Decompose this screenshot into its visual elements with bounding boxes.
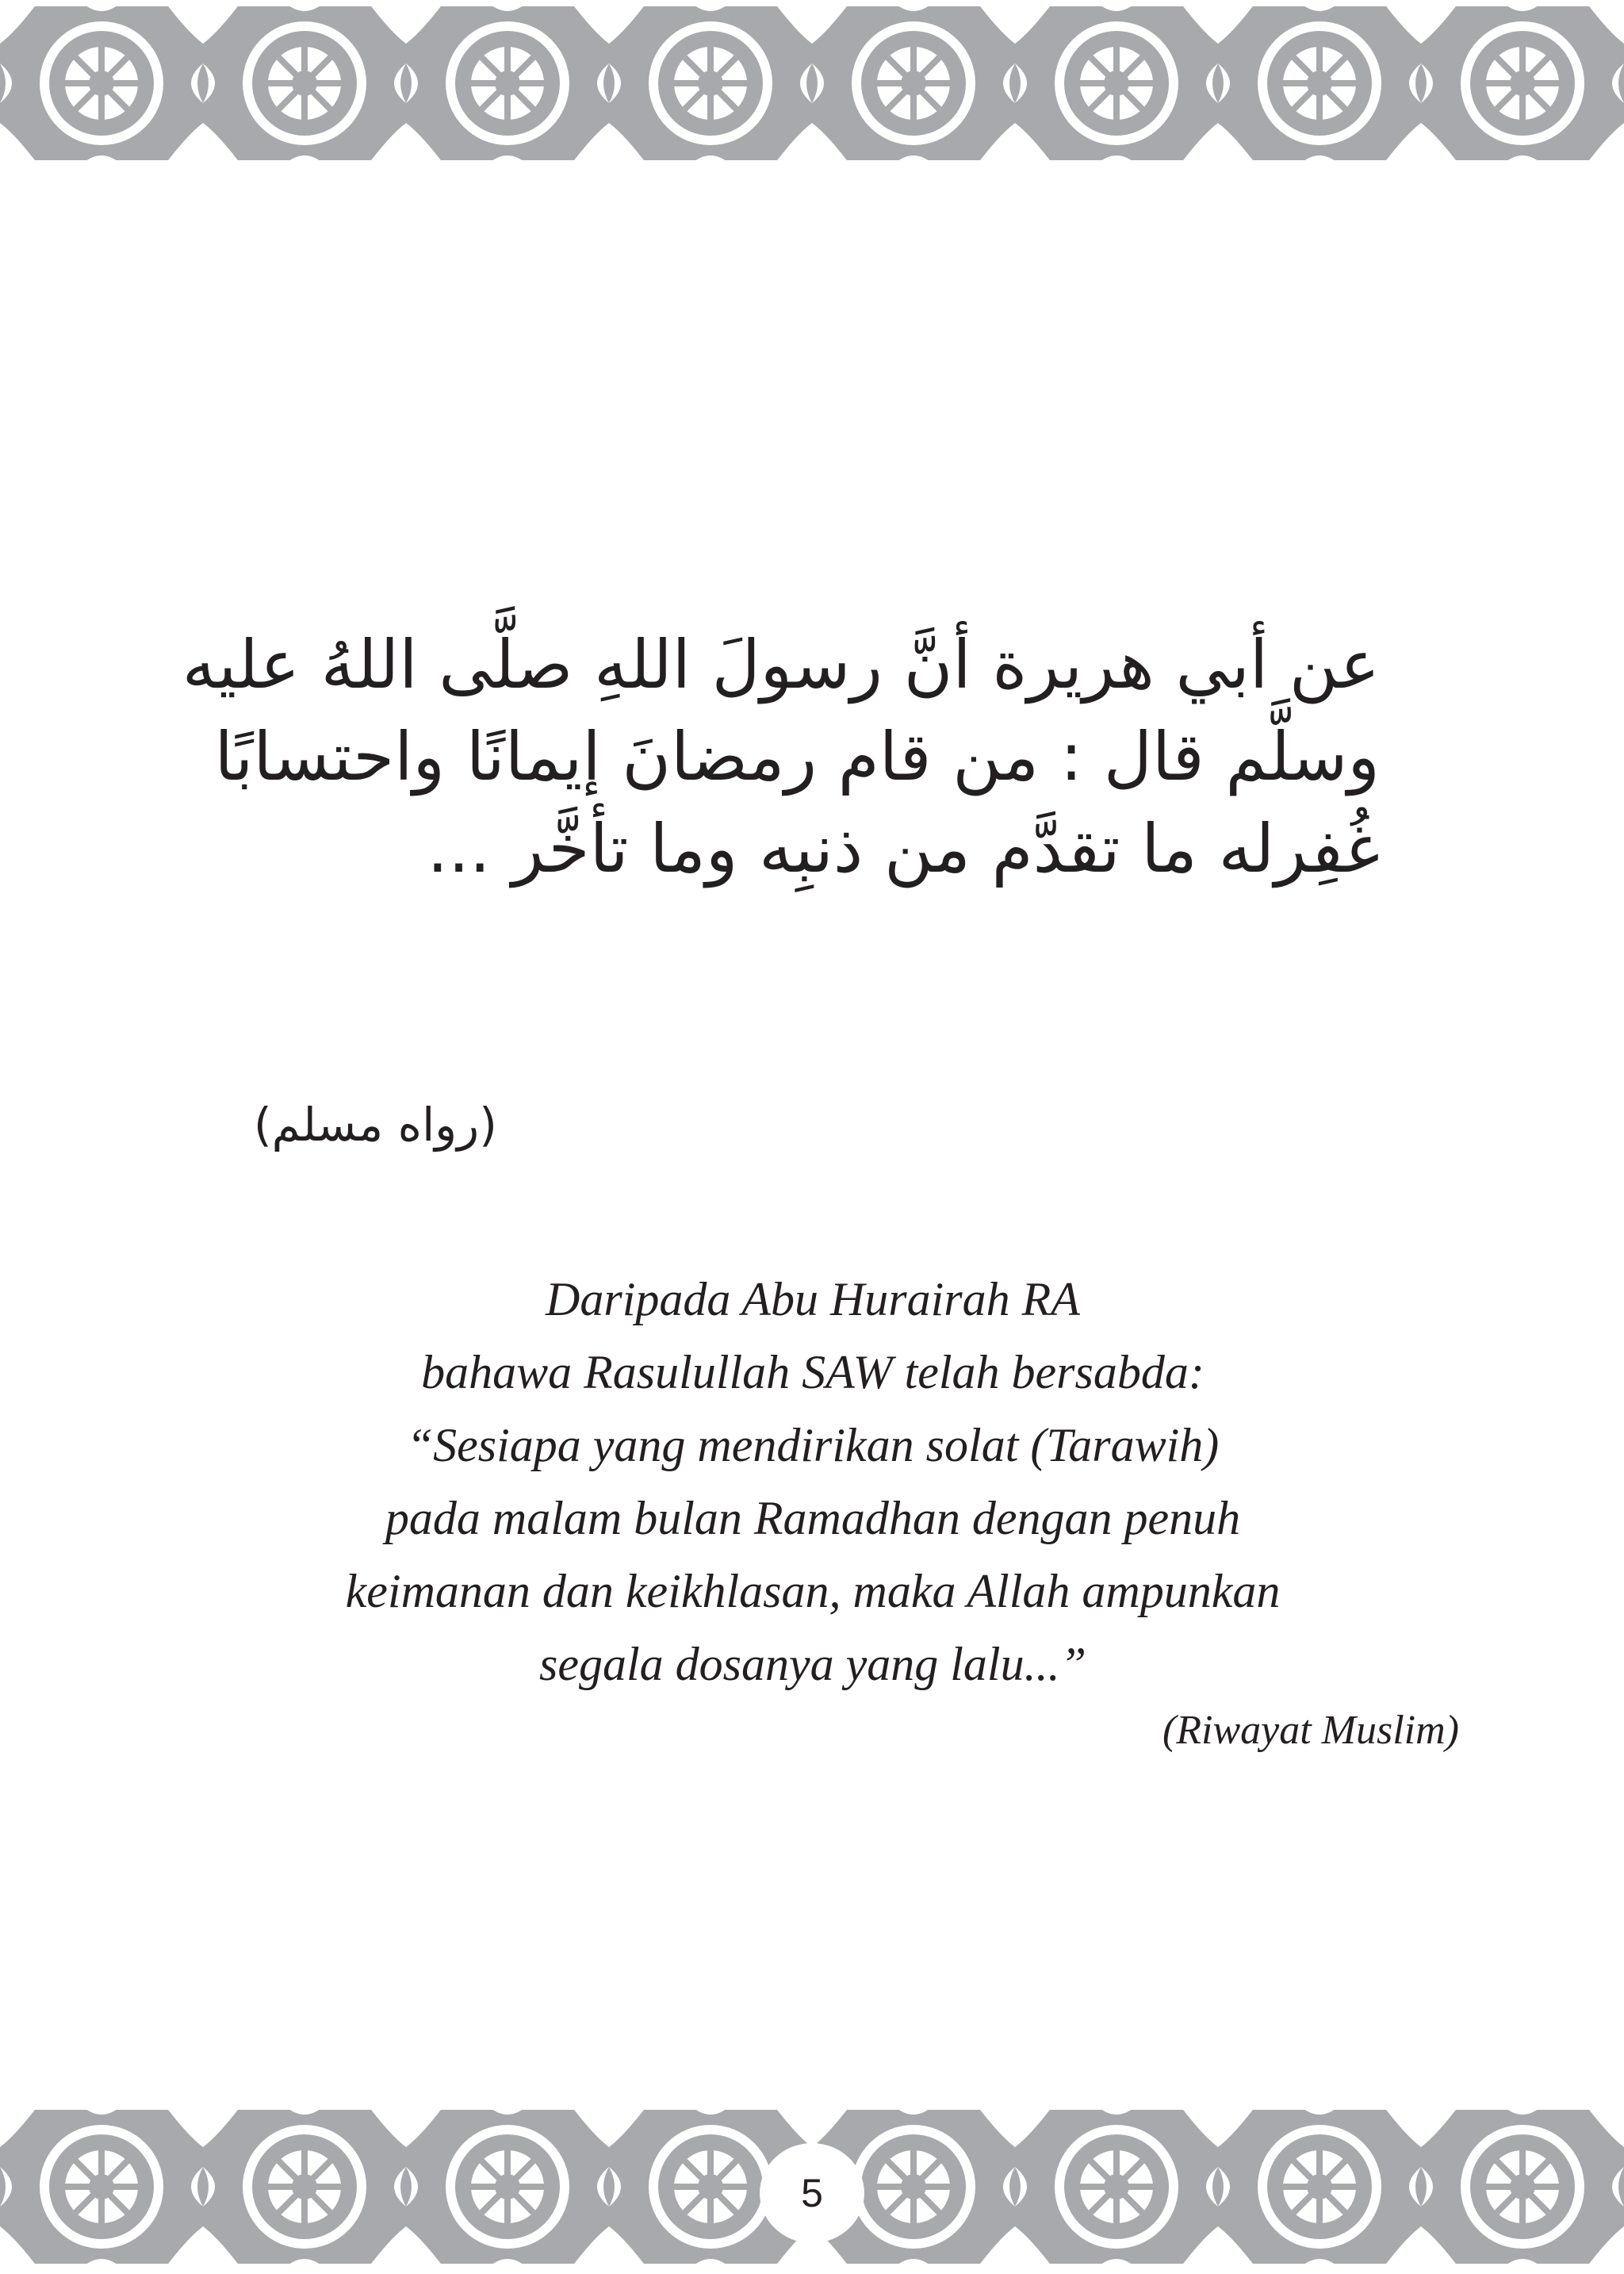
page-number-badge	[760, 2143, 864, 2243]
page-number: 5	[801, 2171, 823, 2215]
translation-line-1: Daripada Abu Hurairah RA	[546, 1273, 1080, 1325]
translation-line-3: “Sesiapa yang mendirikan solat (Tarawih)	[406, 1419, 1220, 1471]
translation-line-2: bahawa Rasulullah SAW telah bersabda:	[421, 1346, 1205, 1398]
arabic-line-2: وسلَّم قال : من قام رمضانَ إيمانًا واحتسابًا	[214, 718, 1380, 796]
top-ornamental-border	[0, 0, 1624, 167]
arabic-line-1: عن أبي هريرة أنَّ رسولَ اللهِ صلَّى اللهُ عليه	[182, 626, 1380, 704]
translation-line-6: segala dosanya yang lalu...”	[539, 1638, 1086, 1690]
arabic-source-citation: (رواه مسلم)	[254, 1098, 497, 1152]
translation-source-citation: (Riwayat Muslim)	[1162, 1708, 1459, 1753]
translation-line-4: pada malam bulan Ramadhan dengan penuh	[385, 1492, 1241, 1544]
translation-line-5: keimanan dan keikhlasan, maka Allah ampunkan	[345, 1565, 1281, 1617]
top-ornament-svg	[0, 0, 1624, 167]
malay-translation	[238, 1263, 1388, 1701]
arabic-hadith-text	[182, 619, 1380, 895]
arabic-line-3: غُفِرله ما تقدَّم من ذنبِه وما تأخَّر ...	[427, 810, 1380, 888]
